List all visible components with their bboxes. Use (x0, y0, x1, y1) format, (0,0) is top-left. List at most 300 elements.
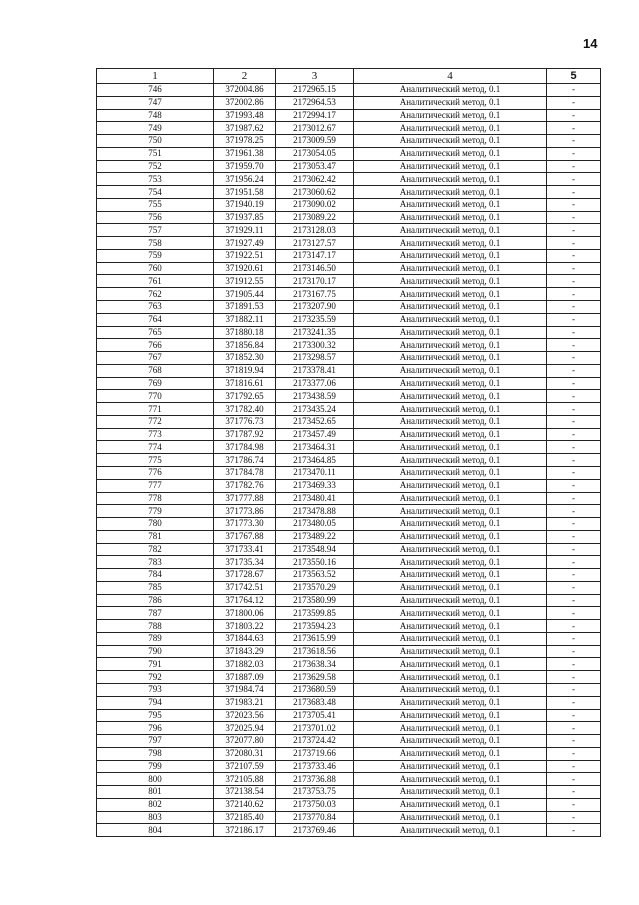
table-cell: - (547, 262, 601, 275)
table-row (97, 811, 601, 824)
table-row (97, 709, 601, 722)
table-row (97, 275, 601, 288)
table-cell: 2173089.22 (276, 211, 354, 224)
table-cell: 2173753.75 (276, 786, 354, 799)
table-cell: - (547, 747, 601, 760)
table-cell: - (547, 224, 601, 237)
table-cell: 2173550.16 (276, 556, 354, 569)
table-cell: - (547, 479, 601, 492)
table-cell: 747 (97, 96, 214, 109)
table-cell: 768 (97, 364, 214, 377)
table-cell: Аналитический метод, 0.1 (354, 135, 547, 148)
table-cell: 371856.84 (214, 339, 276, 352)
table-cell: - (547, 135, 601, 148)
table-cell: 2173478.88 (276, 505, 354, 518)
table-cell: - (547, 505, 601, 518)
table-cell: Аналитический метод, 0.1 (354, 109, 547, 122)
table-cell: - (547, 96, 601, 109)
table-cell: 784 (97, 569, 214, 582)
table-cell: 2173298.57 (276, 352, 354, 365)
table-cell: - (547, 441, 601, 454)
table-cell: 371776.73 (214, 415, 276, 428)
table-cell: Аналитический метод, 0.1 (354, 237, 547, 250)
table-row (97, 390, 601, 403)
table-cell: - (547, 709, 601, 722)
table-cell: 2173457.49 (276, 428, 354, 441)
table-cell: Аналитический метод, 0.1 (354, 454, 547, 467)
table-cell: 804 (97, 824, 214, 837)
table-cell: Аналитический метод, 0.1 (354, 543, 547, 556)
table-cell: 781 (97, 530, 214, 543)
table-row (97, 96, 601, 109)
table-header-row (97, 69, 601, 84)
table-cell: 2172965.15 (276, 84, 354, 97)
table-cell: 782 (97, 543, 214, 556)
table-cell: 778 (97, 492, 214, 505)
table-row (97, 237, 601, 250)
table-cell: 2173470.11 (276, 466, 354, 479)
table-cell: - (547, 275, 601, 288)
table-cell: - (547, 122, 601, 135)
table-cell: Аналитический метод, 0.1 (354, 492, 547, 505)
table-cell: 2173438.59 (276, 390, 354, 403)
table-cell: 801 (97, 786, 214, 799)
table-cell: 2173750.03 (276, 798, 354, 811)
table-cell: - (547, 364, 601, 377)
table-cell: 2173452.65 (276, 415, 354, 428)
table-cell: 2173062.42 (276, 173, 354, 186)
table-cell: - (547, 556, 601, 569)
table-cell: Аналитический метод, 0.1 (354, 275, 547, 288)
table-cell: - (547, 683, 601, 696)
table-cell: 746 (97, 84, 214, 97)
table-cell: Аналитический метод, 0.1 (354, 403, 547, 416)
table-cell: Аналитический метод, 0.1 (354, 735, 547, 748)
table-cell: Аналитический метод, 0.1 (354, 198, 547, 211)
table-cell: Аналитический метод, 0.1 (354, 581, 547, 594)
page-number: 14 (583, 36, 598, 51)
table-cell: - (547, 454, 601, 467)
table-cell: 769 (97, 377, 214, 390)
table-cell: 2173435.24 (276, 403, 354, 416)
table-cell: 750 (97, 135, 214, 148)
table-cell: 2173167.75 (276, 288, 354, 301)
table-cell: 371728.67 (214, 569, 276, 582)
table-cell: 754 (97, 186, 214, 199)
table-cell: 2173724.42 (276, 735, 354, 748)
table-row (97, 620, 601, 633)
table-cell: 371927.49 (214, 237, 276, 250)
table-cell: - (547, 760, 601, 773)
table-row (97, 122, 601, 135)
table-cell: Аналитический метод, 0.1 (354, 824, 547, 837)
table-cell: 371951.58 (214, 186, 276, 199)
table-row (97, 326, 601, 339)
table-cell: 371787.92 (214, 428, 276, 441)
table-cell: 2173599.85 (276, 607, 354, 620)
table-row (97, 735, 601, 748)
table-row (97, 505, 601, 518)
table-cell: - (547, 428, 601, 441)
table-row (97, 454, 601, 467)
table-cell: 773 (97, 428, 214, 441)
table-cell: Аналитический метод, 0.1 (354, 760, 547, 773)
table-row (97, 747, 601, 760)
table-cell: 371937.85 (214, 211, 276, 224)
table-cell: 372140.62 (214, 798, 276, 811)
table-cell: Аналитический метод, 0.1 (354, 747, 547, 760)
table-cell: 775 (97, 454, 214, 467)
table-cell: 371800.06 (214, 607, 276, 620)
table-cell: 371959.70 (214, 160, 276, 173)
table-cell: Аналитический метод, 0.1 (354, 683, 547, 696)
table-cell: 792 (97, 671, 214, 684)
table-row (97, 530, 601, 543)
table-cell: 2173170.17 (276, 275, 354, 288)
table-cell: 2173378.41 (276, 364, 354, 377)
table-cell: Аналитический метод, 0.1 (354, 530, 547, 543)
table-cell: - (547, 160, 601, 173)
table-cell: - (547, 811, 601, 824)
table-cell: - (547, 313, 601, 326)
table-cell: 2173464.85 (276, 454, 354, 467)
table-cell: 371844.63 (214, 632, 276, 645)
table-cell: 372080.31 (214, 747, 276, 760)
table-cell: - (547, 581, 601, 594)
table-cell: Аналитический метод, 0.1 (354, 645, 547, 658)
table-cell: Аналитический метод, 0.1 (354, 352, 547, 365)
table-cell: Аналитический метод, 0.1 (354, 224, 547, 237)
table-cell: Аналитический метод, 0.1 (354, 84, 547, 97)
table-cell: 2172964.53 (276, 96, 354, 109)
table-cell: 2173719.66 (276, 747, 354, 760)
table-cell: 372185.40 (214, 811, 276, 824)
table-cell: - (547, 466, 601, 479)
table-cell: 2173570.29 (276, 581, 354, 594)
table-cell: - (547, 377, 601, 390)
table-cell: 2173464.31 (276, 441, 354, 454)
table-row (97, 313, 601, 326)
table-cell: 2173241.35 (276, 326, 354, 339)
table-cell: 371792.65 (214, 390, 276, 403)
table-cell: 371733.41 (214, 543, 276, 556)
table-cell: - (547, 301, 601, 314)
table-row (97, 722, 601, 735)
table-cell: Аналитический метод, 0.1 (354, 632, 547, 645)
table-cell: 372107.59 (214, 760, 276, 773)
table-cell: 802 (97, 798, 214, 811)
table-cell: 2172994.17 (276, 109, 354, 122)
table-cell: Аналитический метод, 0.1 (354, 211, 547, 224)
table-cell: 749 (97, 122, 214, 135)
table-cell: - (547, 530, 601, 543)
table-cell: 371786.74 (214, 454, 276, 467)
table-row (97, 824, 601, 837)
table-cell: - (547, 658, 601, 671)
table-cell: 798 (97, 747, 214, 760)
table-cell: Аналитический метод, 0.1 (354, 696, 547, 709)
table-cell: Аналитический метод, 0.1 (354, 709, 547, 722)
table-cell: 2173705.41 (276, 709, 354, 722)
table-cell: Аналитический метод, 0.1 (354, 594, 547, 607)
table-cell: 371882.03 (214, 658, 276, 671)
table-cell: 2173563.52 (276, 569, 354, 582)
table-cell: 371912.55 (214, 275, 276, 288)
table-cell: - (547, 237, 601, 250)
table-cell: 767 (97, 352, 214, 365)
table-row (97, 249, 601, 262)
table-cell: - (547, 824, 601, 837)
coordinates-table (96, 68, 601, 837)
table-cell: Аналитический метод, 0.1 (354, 556, 547, 569)
table-cell: 786 (97, 594, 214, 607)
table-cell: 779 (97, 505, 214, 518)
table-row (97, 466, 601, 479)
table-row (97, 198, 601, 211)
table-cell: - (547, 352, 601, 365)
table-cell: 770 (97, 390, 214, 403)
table-cell: - (547, 671, 601, 684)
table-cell: Аналитический метод, 0.1 (354, 186, 547, 199)
table-cell: Аналитический метод, 0.1 (354, 364, 547, 377)
table-cell: Аналитический метод, 0.1 (354, 173, 547, 186)
table-cell: 756 (97, 211, 214, 224)
table-cell: - (547, 735, 601, 748)
table-cell: 800 (97, 773, 214, 786)
table-cell: 372004.86 (214, 84, 276, 97)
table-cell: 2173638.34 (276, 658, 354, 671)
table-cell: - (547, 620, 601, 633)
table-cell: 2173480.05 (276, 518, 354, 531)
table-cell: 371773.30 (214, 518, 276, 531)
table-cell: - (547, 109, 601, 122)
table-cell: 371887.09 (214, 671, 276, 684)
table-row (97, 696, 601, 709)
table-cell: 799 (97, 760, 214, 773)
table-cell: 2173012.67 (276, 122, 354, 135)
table-row (97, 301, 601, 314)
table-cell: - (547, 326, 601, 339)
table-cell: 2173580.99 (276, 594, 354, 607)
table-cell: 371742.51 (214, 581, 276, 594)
table-cell: 2173489.22 (276, 530, 354, 543)
table-row (97, 607, 601, 620)
table-cell: 371773.86 (214, 505, 276, 518)
table-cell: 788 (97, 620, 214, 633)
table-row (97, 352, 601, 365)
table-cell: 372138.54 (214, 786, 276, 799)
table-cell: 774 (97, 441, 214, 454)
table-cell: 753 (97, 173, 214, 186)
table-cell: - (547, 186, 601, 199)
table-cell: 771 (97, 403, 214, 416)
table-cell: 2173733.46 (276, 760, 354, 773)
table-cell: 371956.24 (214, 173, 276, 186)
table-cell: Аналитический метод, 0.1 (354, 160, 547, 173)
table-cell: 371777.88 (214, 492, 276, 505)
table-cell: 371767.88 (214, 530, 276, 543)
table-cell: - (547, 798, 601, 811)
table-row (97, 543, 601, 556)
table-cell: 796 (97, 722, 214, 735)
table-cell: 759 (97, 249, 214, 262)
table-cell: 2173207.90 (276, 301, 354, 314)
table-cell: 371803.22 (214, 620, 276, 633)
table-cell: 785 (97, 581, 214, 594)
table-row (97, 109, 601, 122)
table-cell: 2173377.06 (276, 377, 354, 390)
table-cell: Аналитический метод, 0.1 (354, 301, 547, 314)
table-row (97, 84, 601, 97)
table-cell: 371816.61 (214, 377, 276, 390)
table-row (97, 428, 601, 441)
table-cell: Аналитический метод, 0.1 (354, 441, 547, 454)
column-header: 2 (214, 69, 276, 84)
table-row (97, 186, 601, 199)
table-cell: 371735.34 (214, 556, 276, 569)
table-cell: - (547, 403, 601, 416)
table-cell: 776 (97, 466, 214, 479)
table-cell: - (547, 594, 601, 607)
table-row (97, 224, 601, 237)
table-cell: 371782.40 (214, 403, 276, 416)
table-cell: Аналитический метод, 0.1 (354, 147, 547, 160)
table-cell: Аналитический метод, 0.1 (354, 288, 547, 301)
table-cell: - (547, 173, 601, 186)
table-cell: 371922.51 (214, 249, 276, 262)
table-row (97, 160, 601, 173)
table-cell: Аналитический метод, 0.1 (354, 773, 547, 786)
table-cell: Аналитический метод, 0.1 (354, 569, 547, 582)
table-cell: 371978.25 (214, 135, 276, 148)
table-row (97, 786, 601, 799)
table-cell: 2173618.56 (276, 645, 354, 658)
table-cell: 2173548.94 (276, 543, 354, 556)
table-cell: 2173680.59 (276, 683, 354, 696)
table-cell: 748 (97, 109, 214, 122)
table-row (97, 377, 601, 390)
column-header: 4 (354, 69, 547, 84)
table-cell: - (547, 211, 601, 224)
table-cell: 783 (97, 556, 214, 569)
table-cell: 371784.78 (214, 466, 276, 479)
table-cell: 2173701.02 (276, 722, 354, 735)
table-cell: 371843.29 (214, 645, 276, 658)
table-cell: Аналитический метод, 0.1 (354, 428, 547, 441)
table-row (97, 262, 601, 275)
table-cell: 757 (97, 224, 214, 237)
table-cell: Аналитический метод, 0.1 (354, 722, 547, 735)
table-cell: 2173009.59 (276, 135, 354, 148)
table-cell: 2173769.46 (276, 824, 354, 837)
table-cell: Аналитический метод, 0.1 (354, 262, 547, 275)
table-row (97, 773, 601, 786)
table-row (97, 569, 601, 582)
table-cell: Аналитический метод, 0.1 (354, 607, 547, 620)
table-cell: 2173736.88 (276, 773, 354, 786)
table-row (97, 403, 601, 416)
table-cell: Аналитический метод, 0.1 (354, 620, 547, 633)
table-cell: 758 (97, 237, 214, 250)
column-header: 3 (276, 69, 354, 84)
table-cell: Аналитический метод, 0.1 (354, 658, 547, 671)
table-cell: 797 (97, 735, 214, 748)
table-cell: Аналитический метод, 0.1 (354, 122, 547, 135)
table-cell: - (547, 786, 601, 799)
table-row (97, 581, 601, 594)
table-row (97, 364, 601, 377)
table-cell: - (547, 607, 601, 620)
table-cell: - (547, 339, 601, 352)
table-cell: 765 (97, 326, 214, 339)
table-cell: 372025.94 (214, 722, 276, 735)
table-row (97, 441, 601, 454)
table-cell: 790 (97, 645, 214, 658)
table-cell: 2173770.84 (276, 811, 354, 824)
table-cell: 371764.12 (214, 594, 276, 607)
table-cell: Аналитический метод, 0.1 (354, 339, 547, 352)
table-cell: - (547, 84, 601, 97)
table-row (97, 288, 601, 301)
table-cell: 372023.56 (214, 709, 276, 722)
table-row (97, 645, 601, 658)
table-cell: 371891.53 (214, 301, 276, 314)
table-cell: 371784.98 (214, 441, 276, 454)
table-row (97, 339, 601, 352)
table-cell: 371920.61 (214, 262, 276, 275)
table-cell: 777 (97, 479, 214, 492)
table-cell: 371940.19 (214, 198, 276, 211)
table-cell: Аналитический метод, 0.1 (354, 249, 547, 262)
table-cell: Аналитический метод, 0.1 (354, 786, 547, 799)
table-row (97, 556, 601, 569)
table-cell: 371852.30 (214, 352, 276, 365)
table-cell: 372105.88 (214, 773, 276, 786)
table-row (97, 173, 601, 186)
table-cell: 371880.18 (214, 326, 276, 339)
table-cell: 2173469.33 (276, 479, 354, 492)
table-cell: 372186.17 (214, 824, 276, 837)
table-cell: 794 (97, 696, 214, 709)
table-row (97, 479, 601, 492)
table-cell: 371882.11 (214, 313, 276, 326)
table-cell: 371993.48 (214, 109, 276, 122)
table-cell: 2173127.57 (276, 237, 354, 250)
table-row (97, 632, 601, 645)
table-cell: Аналитический метод, 0.1 (354, 811, 547, 824)
table-row (97, 492, 601, 505)
table-cell: Аналитический метод, 0.1 (354, 326, 547, 339)
table-row (97, 760, 601, 773)
table-cell: - (547, 543, 601, 556)
table-row (97, 147, 601, 160)
table-cell: - (547, 198, 601, 211)
table-cell: 2173090.02 (276, 198, 354, 211)
table-body (97, 84, 601, 837)
table-cell: Аналитический метод, 0.1 (354, 505, 547, 518)
table-row (97, 798, 601, 811)
table-cell: 764 (97, 313, 214, 326)
table-row (97, 671, 601, 684)
table-cell: 371782.76 (214, 479, 276, 492)
table-cell: - (547, 390, 601, 403)
table-cell: 766 (97, 339, 214, 352)
table-cell: - (547, 632, 601, 645)
table-cell: 2173594.23 (276, 620, 354, 633)
table-cell: - (547, 773, 601, 786)
table-cell: - (547, 645, 601, 658)
table-cell: 2173300.32 (276, 339, 354, 352)
